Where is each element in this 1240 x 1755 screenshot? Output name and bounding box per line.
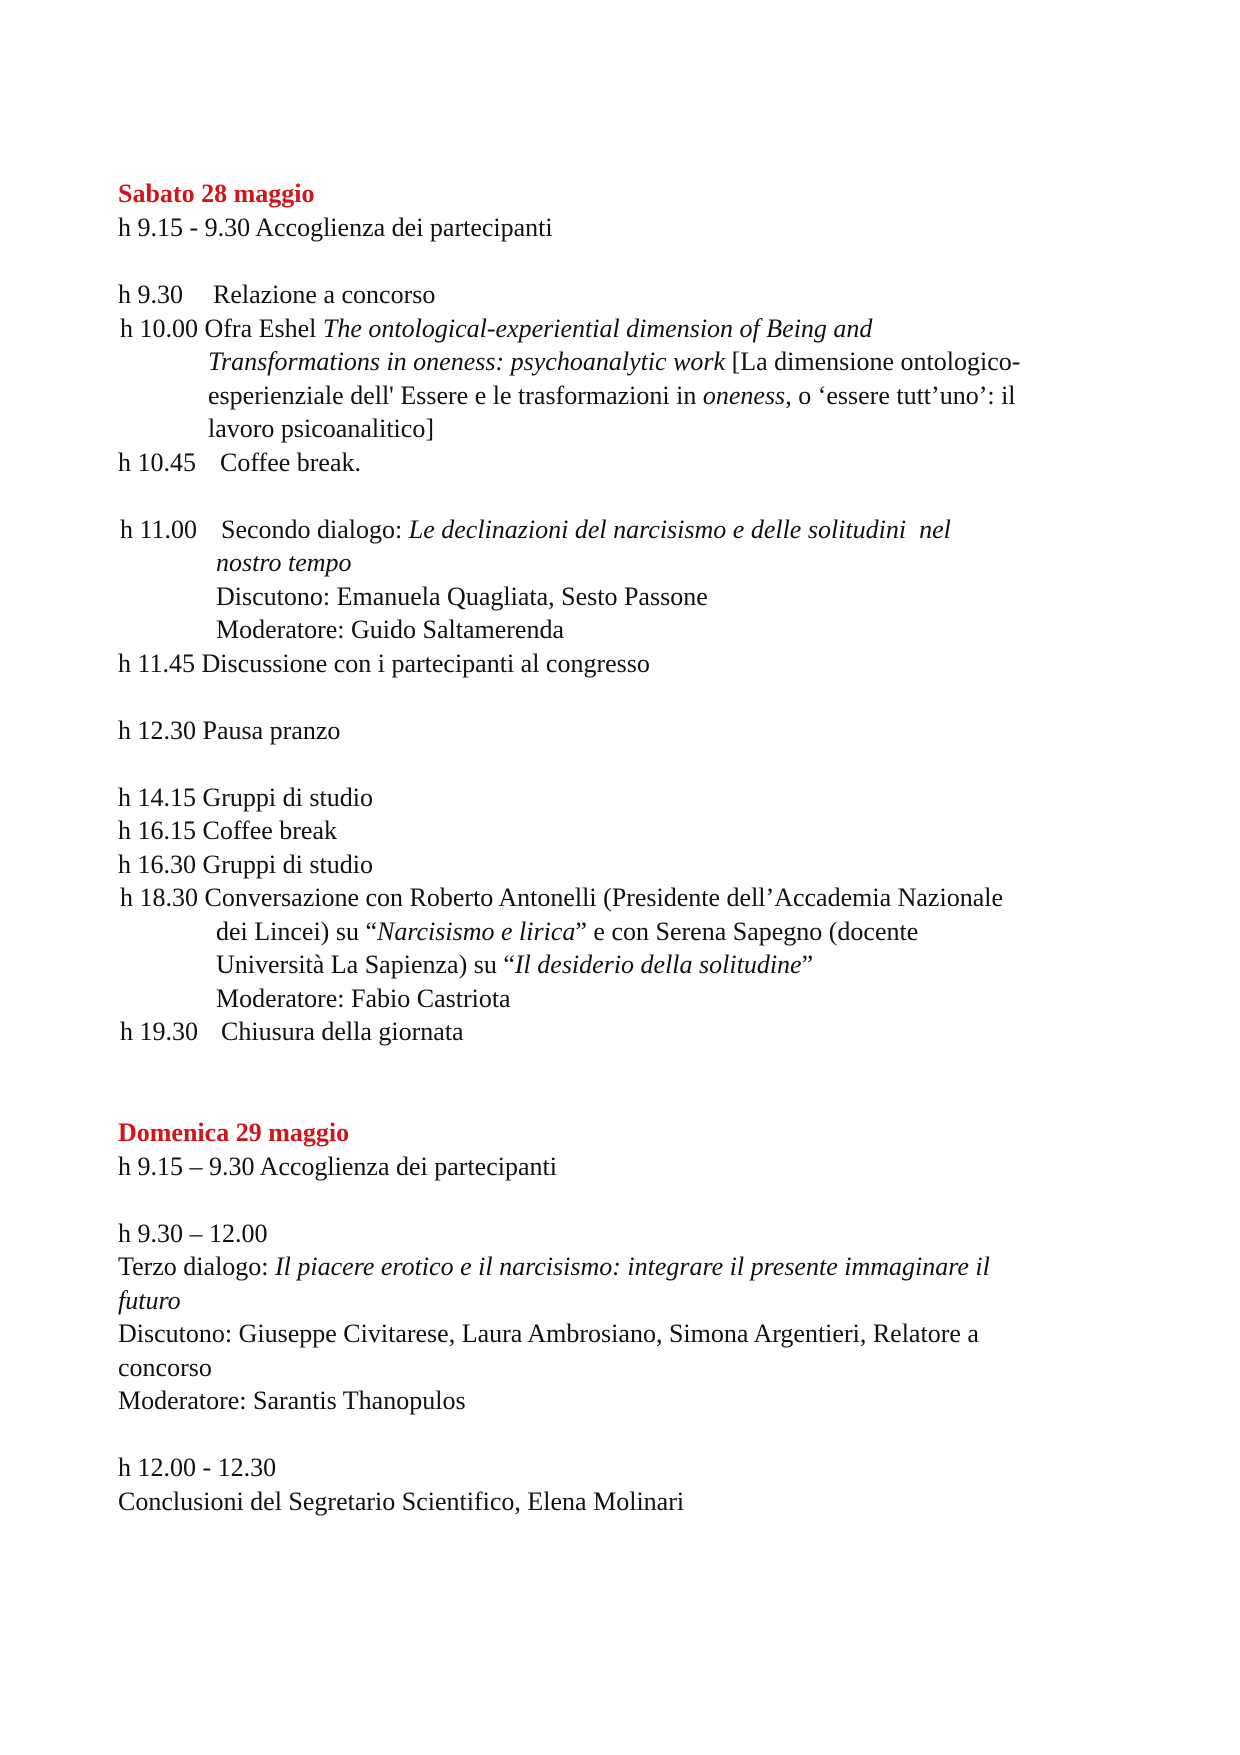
dialogo3-title-2: futuro xyxy=(118,1286,181,1315)
eshel-entry xyxy=(120,313,872,345)
dialogo2-line-1 xyxy=(221,514,951,546)
gruppi-studio-2: h 16.30 Gruppi di studio xyxy=(118,850,373,879)
dialogo3-label: Terzo dialogo: xyxy=(118,1252,269,1281)
pausa-pranzo: h 12.30 Pausa pranzo xyxy=(118,716,341,745)
relazione-text: Relazione a concorso xyxy=(213,280,436,309)
conclusioni-text: Conclusioni del Segretario Scientifico, Elena Molinari xyxy=(118,1487,685,1516)
eshel-time: h 10.00 xyxy=(120,314,198,343)
dialogo2-moderatore: Moderatore: Guido Saltamerenda xyxy=(216,615,564,644)
conclusioni-time: h 12.00 - 12.30 xyxy=(118,1453,277,1482)
eshel-translation-2c: , o ‘essere tutt’uno’: il xyxy=(785,381,1016,410)
conversazione-moderatore: Moderatore: Fabio Castriota xyxy=(216,984,511,1013)
dialogo3-discutono-1: Discutono: Giuseppe Civitarese, Laura Ambrosiano, Simona Argentieri, Relatore a xyxy=(118,1319,979,1348)
relazione-time: h 9.30 xyxy=(118,280,183,309)
eshel-line-3 xyxy=(208,380,1016,412)
day-heading-sabato: Sabato 28 maggio xyxy=(118,179,315,208)
eshel-translation-3: lavoro psicoanalitico] xyxy=(208,414,434,443)
conversazione-text-2c: ” e con Serena Sapegno (docente xyxy=(575,917,919,946)
conversazione-line-1 xyxy=(120,882,1003,914)
eshel-line-2 xyxy=(208,346,1020,378)
dialogo2-label: Secondo dialogo: xyxy=(221,515,403,544)
eshel-speaker: Ofra Eshel xyxy=(204,314,317,343)
dialogo2-time: h 11.00 xyxy=(120,515,198,544)
coffee1-time: h 10.45 xyxy=(118,448,196,477)
eshel-translation-2a: esperienziale dell' Essere e le trasformazioni in xyxy=(208,381,697,410)
dialogo3-moderatore: Moderatore: Sarantis Thanopulos xyxy=(118,1386,466,1415)
sabato-welcome: h 9.15 - 9.30 Accoglienza dei partecipanti xyxy=(118,213,553,242)
dialogo2-title-2: nostro tempo xyxy=(216,548,352,577)
chiusura-text: Chiusura della giornata xyxy=(221,1017,464,1046)
conversazione-time: h 18.30 xyxy=(120,883,198,912)
gruppi-studio-1: h 14.15 Gruppi di studio xyxy=(118,783,373,812)
dialogo2-title-1: Le declinazioni del narcisismo e delle solitudini nel xyxy=(408,515,951,544)
conversazione-title-lirica: Narcisismo e lirica xyxy=(377,917,576,946)
dialogo2-discutono: Discutono: Emanuela Quagliata, Sesto Passone xyxy=(216,582,708,611)
dialogo3-time: h 9.30 – 12.00 xyxy=(118,1219,268,1248)
domenica-welcome: h 9.15 – 9.30 Accoglienza dei partecipanti xyxy=(118,1152,557,1181)
discussione: h 11.45 Discussione con i partecipanti al congresso xyxy=(118,649,650,678)
dialogo3-title-1: Il piacere erotico e il narcisismo: integrare il presente immaginare il xyxy=(275,1252,990,1281)
dialogo3-discutono-2: concorso xyxy=(118,1353,212,1382)
conversazione-text-3a: Università La Sapienza) su “ xyxy=(216,950,515,979)
eshel-title-line-2: Transformations in oneness: psychoanalytic work xyxy=(208,347,726,376)
conversazione-text-2a: dei Lincei) su “ xyxy=(216,917,377,946)
eshel-title-line-1: The ontological-experiential dimension of Being and xyxy=(322,314,873,343)
eshel-translation-2b: oneness xyxy=(702,381,786,410)
coffee-break-2: h 16.15 Coffee break xyxy=(118,816,338,845)
conversazione-line-3 xyxy=(216,949,813,981)
conversazione-text-3c: ” xyxy=(801,950,814,979)
eshel-translation-1: [La dimensione ontologico- xyxy=(731,347,1021,376)
conversazione-text-1: Conversazione con Roberto Antonelli (Presidente dell’Accademia Nazionale xyxy=(204,883,1003,912)
dialogo3-line-1 xyxy=(118,1251,990,1283)
conversazione-title-solitudine: Il desiderio della solitudine xyxy=(514,950,802,979)
conversazione-line-2 xyxy=(216,916,918,948)
chiusura-time: h 19.30 xyxy=(120,1017,198,1046)
coffee1-text: Coffee break. xyxy=(220,448,362,477)
day-heading-domenica: Domenica 29 maggio xyxy=(118,1118,350,1147)
